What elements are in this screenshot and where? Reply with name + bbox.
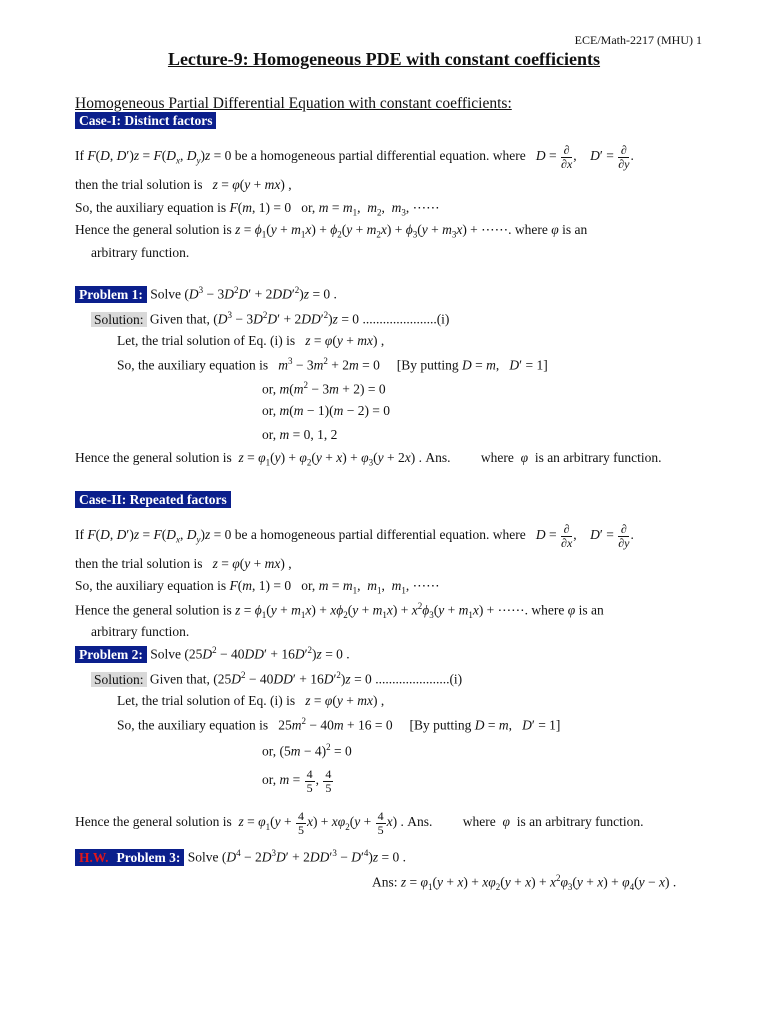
case2-arbitrary: arbitrary function. (91, 624, 190, 639)
problem2-general: Hence the general solution is $z = \varphi_1(y$ + $\frac{4}{5}$ $x) + x\varphi_2(y$ + $\frac{4}{5}$ x) . Ans. where φ is an arbitrary function. (75, 809, 644, 837)
case1-general: Hence the general solution is $z = \phi_1(y + m_1x) + \phi_2(y + m_2x) + \phi_3(y + m_3x)$ + ⋯⋯. where φ is an (75, 222, 588, 240)
text: Hence the general solution is (75, 222, 232, 237)
problem3-statement: H.W. Problem 3: Solve $(D^4 - 2D^3D' + 2DD'^3 - D'^4)z = 0$ . (75, 849, 406, 865)
text: or, (301, 200, 316, 215)
case2-tag: Case-II: Repeated factors (75, 491, 231, 508)
text: Given that, (149, 311, 210, 327)
text: where (480, 450, 514, 465)
text: If (75, 527, 84, 543)
text: [By putting (396, 357, 459, 373)
text: be a homogeneous partial differential equation. where (234, 527, 526, 543)
text: then the trial solution is (75, 556, 203, 571)
problem3-answer: Ans: $z = \varphi_1(y + x) + x\varphi_2(y + x) + x^2\varphi_3(y + x) + \varphi_4(y - x)$ . (372, 873, 677, 893)
text: . Ans. (418, 450, 451, 465)
problem2-step1: or, $(5m - 4)^2 = 0$ (262, 742, 352, 759)
problem2-statement: Problem 2: Solve $(25D^2 - 40DD' + 16D'^2)z = 0$ . (75, 646, 350, 662)
text: Hence the general solution is (75, 814, 232, 830)
hw-tag: H.W. (75, 849, 113, 866)
case2-aux: So, the auxiliary equation is F(m, 1) = 0 or, $m = m_1$, $m_1$, $m_1$, ⋯⋯ (75, 578, 440, 596)
problem1-step1: or, $m(m^2 - 3m + 2) = 0$ (262, 380, 386, 397)
text: Given that, (149, 671, 210, 687)
text: where (531, 602, 565, 618)
solution-label: Solution: (91, 312, 147, 327)
text: or, (262, 403, 277, 418)
problem1-step3: or, m = 0, 1, 2 (262, 427, 338, 442)
problem1-given: Solution: Given that, $(D^3 - 3D^2D' + 2DD'^2)z = 0$ ......................(i) (91, 311, 449, 327)
problem3-tag: Problem 3: (113, 849, 185, 866)
case1-definition: If F(D, $D')z = F(D_x$, $D_y)z = 0$ be a homogeneous partial differential equation. where D = $\frac{\partial}{\partial x}$ , D′ = $\frac{\partial}{\partial y}$ . (75, 143, 634, 171)
text: [By putting (409, 717, 472, 733)
case2-label (75, 493, 231, 508)
text: or, (262, 427, 277, 442)
text: where (514, 222, 548, 237)
text: where (462, 814, 496, 830)
case2-trial: then the trial solution is z = φ(y + mx) , (75, 556, 292, 571)
text: or, (262, 381, 277, 397)
text: So, the auxiliary equation is (75, 578, 227, 593)
problem2-trial: Let, the trial solution of Eq. (i) is z = φ(y + mx) , (117, 693, 385, 708)
problem1-statement: Problem 1: Solve $(D^3 - 3D^2D' + 2DD'^2)z = 0$ . (75, 286, 337, 302)
text: So, the auxiliary equation is (75, 200, 227, 215)
case1-aux: So, the auxiliary equation is F(m, 1) = 0 or, $m = m_1$, $m_2$, $m_3$, ⋯⋯ (75, 200, 440, 218)
text: or, (262, 743, 277, 759)
solution-label: Solution: (91, 672, 147, 687)
text: or, (301, 578, 316, 593)
problem1-general: Hence the general solution is $z = \varphi_1(y) + \varphi_2(y + x) + \varphi_3(y + 2x)$ . Ans. where φ is an arbitrary function. (75, 450, 662, 468)
text: is an (578, 602, 604, 618)
text: or, (262, 772, 277, 788)
text: is an arbitrary function. (516, 814, 644, 830)
text: Ans: (372, 874, 398, 890)
text: ......................(i) (375, 671, 463, 687)
case1-label (75, 114, 216, 129)
problem2-step2: or, m = $\frac{4}{5}$ , $\frac{4}{5}$ (262, 767, 332, 795)
problem2-tag: Problem 2: (75, 646, 147, 663)
problem2-aux: So, the auxiliary equation is $25m^2 - 40m + 16 = 0$ [By putting D = m, D′ = 1] (117, 716, 561, 733)
problem1-aux: So, the auxiliary equation is $m^3 - 3m^2 + 2m = 0$ [By putting D = m, D′ = 1] (117, 356, 548, 373)
text: be a homogeneous partial differential equation. where (234, 148, 526, 164)
case2-definition: If F(D, $D')z = F(D_x$, $D_y)z = 0$ be a homogeneous partial differential equation. where D = $\frac{\partial}{\partial x}$ , D′ = $\frac{\partial}{\partial y}$ . (75, 522, 634, 550)
problem2-given: Solution: Given that, $(25D^2 - 40DD' + 16D'^2)z = 0$ ......................(i) (91, 671, 462, 687)
problem1-tag: Problem 1: (75, 286, 147, 303)
text: is an (562, 222, 588, 237)
text: Hence the general solution is (75, 602, 232, 618)
text: Solve (187, 849, 219, 865)
page-title: Lecture-9: Homogeneous PDE with constant coefficients (167, 49, 601, 69)
text: Solve (150, 286, 182, 302)
text: ......................(i) (362, 311, 450, 327)
text: Let, the trial solution of Eq. (i) is (117, 693, 296, 708)
case1-arbitrary: arbitrary function. (91, 245, 190, 260)
text: If (75, 148, 84, 164)
text: So, the auxiliary equation is (117, 717, 269, 733)
text: Solve (150, 646, 182, 662)
text: Hence the general solution is (75, 450, 232, 465)
text: . Ans. (400, 814, 433, 830)
problem1-trial: Let, the trial solution of Eq. (i) is z = φ(y + mx) , (117, 333, 385, 348)
text: Let, the trial solution of Eq. (i) is (117, 333, 296, 348)
section-subtitle: Homogeneous Partial Differential Equation with constant coefficients: (75, 95, 512, 112)
page-header: ECE/Math-2217 (MHU) 1 (574, 33, 702, 47)
text: So, the auxiliary equation is (117, 357, 269, 373)
case1-trial: then the trial solution is z = φ(y + mx) , (75, 177, 292, 192)
text: then the trial solution is (75, 177, 203, 192)
case1-tag: Case-I: Distinct factors (75, 112, 216, 129)
problem1-step2: or, m(m − 1)(m − 2) = 0 (262, 403, 391, 418)
text: is an arbitrary function. (534, 450, 662, 465)
case2-general: Hence the general solution is $z = \phi_1(y + m_1x) + x\phi_2(y + m_1x) + x^2\phi_3(y + m_1x)$ + ⋯⋯. where φ is an (75, 601, 604, 621)
